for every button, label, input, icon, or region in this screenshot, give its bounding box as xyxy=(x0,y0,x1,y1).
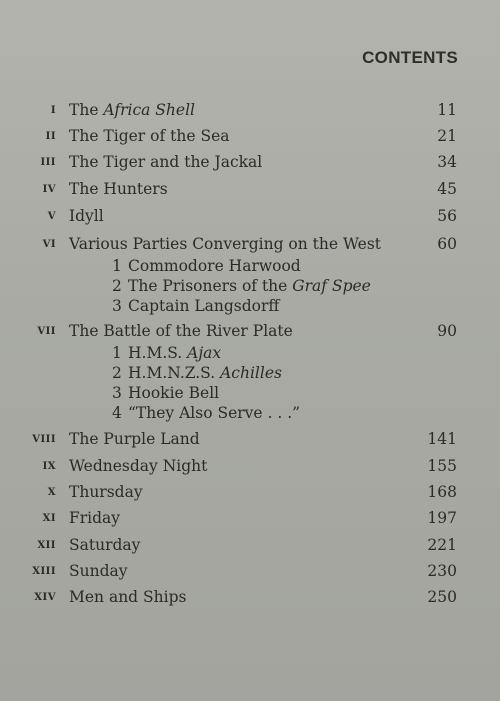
subentry-number: 2 xyxy=(112,364,122,382)
toc-entry[interactable] xyxy=(0,430,500,452)
page-number: 21 xyxy=(437,127,457,145)
chapter-numeral: I xyxy=(50,105,56,116)
page-number: 221 xyxy=(427,536,457,554)
chapter-title xyxy=(69,127,230,145)
chapter-numeral: XII xyxy=(37,540,56,551)
toc-entry[interactable] xyxy=(0,235,500,257)
page-number: 56 xyxy=(437,207,457,225)
subentry-title xyxy=(128,364,282,382)
title-part: Sunday xyxy=(69,562,128,580)
toc-entry[interactable] xyxy=(0,153,500,175)
toc-entry[interactable] xyxy=(0,322,500,344)
page-title: CONTENTS xyxy=(362,48,458,67)
toc-entry[interactable] xyxy=(0,127,500,149)
toc-entry[interactable] xyxy=(0,562,500,584)
toc-subentry[interactable] xyxy=(112,344,221,365)
chapter-title xyxy=(69,457,207,475)
chapter-title xyxy=(69,153,262,171)
subentry-title xyxy=(128,344,221,362)
chapter-numeral: XIII xyxy=(32,566,56,577)
chapter-title xyxy=(69,101,195,119)
title-italic-part: Graf Spee xyxy=(292,277,371,295)
title-part: Wednesday Night xyxy=(69,457,208,475)
chapter-numeral: V xyxy=(47,211,56,222)
title-part: Men and Ships xyxy=(69,588,187,606)
toc-entry[interactable] xyxy=(0,509,500,531)
title-part: Friday xyxy=(69,509,121,527)
subentry-title xyxy=(128,404,300,422)
chapter-numeral: VI xyxy=(42,239,56,250)
chapter-title xyxy=(69,235,381,253)
title-part: Hookie Bell xyxy=(128,384,220,402)
title-part: The Tiger and the Jackal xyxy=(69,153,263,171)
title-part: Thursday xyxy=(69,483,143,501)
title-part: The Tiger of the Sea xyxy=(69,127,230,145)
toc-entry[interactable] xyxy=(0,588,500,610)
chapter-numeral: XIV xyxy=(34,592,56,603)
chapter-numeral: VII xyxy=(37,326,56,337)
chapter-title xyxy=(69,483,143,501)
subentry-title xyxy=(128,257,301,275)
toc-subentry[interactable] xyxy=(112,384,219,405)
subentry-number: 3 xyxy=(112,297,122,315)
chapter-numeral: VIII xyxy=(32,434,56,445)
page-number: 60 xyxy=(437,235,457,253)
subentry-title xyxy=(128,384,219,402)
chapter-title xyxy=(69,180,168,198)
subentry-title xyxy=(128,277,371,295)
title-italic-part: Achilles xyxy=(220,364,282,382)
title-italic-part: Ajax xyxy=(187,344,222,362)
chapter-numeral: III xyxy=(40,157,56,168)
title-part: Various Parties Converging on the West xyxy=(69,235,381,253)
page-number: 230 xyxy=(427,562,457,580)
chapter-title xyxy=(69,588,186,606)
page-number: 197 xyxy=(427,509,457,527)
title-part: Commodore Harwood xyxy=(128,257,301,275)
title-part: The xyxy=(69,101,104,119)
title-part: The Purple Land xyxy=(69,430,200,448)
toc-entry[interactable] xyxy=(0,207,500,229)
subentry-number: 1 xyxy=(112,257,122,275)
subentry-title xyxy=(128,297,279,315)
chapter-numeral: IV xyxy=(42,184,56,195)
subentry-number: 4 xyxy=(112,404,122,422)
page-number: 34 xyxy=(437,153,457,171)
toc-subentry[interactable] xyxy=(112,257,301,278)
subentry-number: 2 xyxy=(112,277,122,295)
toc-subentry[interactable] xyxy=(112,297,279,318)
title-part: H.M.S. xyxy=(128,344,188,362)
page-number: 155 xyxy=(427,457,457,475)
chapter-numeral: IX xyxy=(42,461,56,472)
toc-entry[interactable] xyxy=(0,101,500,123)
chapter-title xyxy=(69,207,104,225)
title-italic-part: Africa Shell xyxy=(103,101,195,119)
toc-entry[interactable] xyxy=(0,457,500,479)
subentry-number: 1 xyxy=(112,344,122,362)
page-number: 141 xyxy=(427,430,457,448)
chapter-title xyxy=(69,562,128,580)
toc-subentry[interactable] xyxy=(112,404,300,425)
toc-subentry[interactable] xyxy=(112,277,371,298)
chapter-title xyxy=(69,509,120,527)
toc-entry[interactable] xyxy=(0,483,500,505)
chapter-numeral: II xyxy=(45,131,56,142)
title-part: Saturday xyxy=(69,536,141,554)
chapter-numeral: X xyxy=(47,487,56,498)
chapter-title xyxy=(69,536,140,554)
title-part: The Battle of the River Plate xyxy=(69,322,293,340)
page-number: 11 xyxy=(437,101,457,119)
page-number: 90 xyxy=(437,322,457,340)
page-number: 45 xyxy=(437,180,457,198)
toc-entry[interactable] xyxy=(0,536,500,558)
page-number: 250 xyxy=(427,588,457,606)
title-part: The Prisoners of the xyxy=(128,277,293,295)
title-part: The Hunters xyxy=(69,180,168,198)
toc-subentry[interactable] xyxy=(112,364,282,385)
title-part: Captain Langsdorff xyxy=(128,297,280,315)
title-part: H.M.N.Z.S. xyxy=(128,364,221,382)
chapter-title xyxy=(69,430,200,448)
title-part: Idyll xyxy=(69,207,104,225)
subentry-number: 3 xyxy=(112,384,122,402)
title-part: “They Also Serve . . .” xyxy=(128,404,301,422)
page-number: 168 xyxy=(427,483,457,501)
chapter-numeral: XI xyxy=(42,513,56,524)
chapter-title xyxy=(69,322,293,340)
toc-entry[interactable] xyxy=(0,180,500,202)
